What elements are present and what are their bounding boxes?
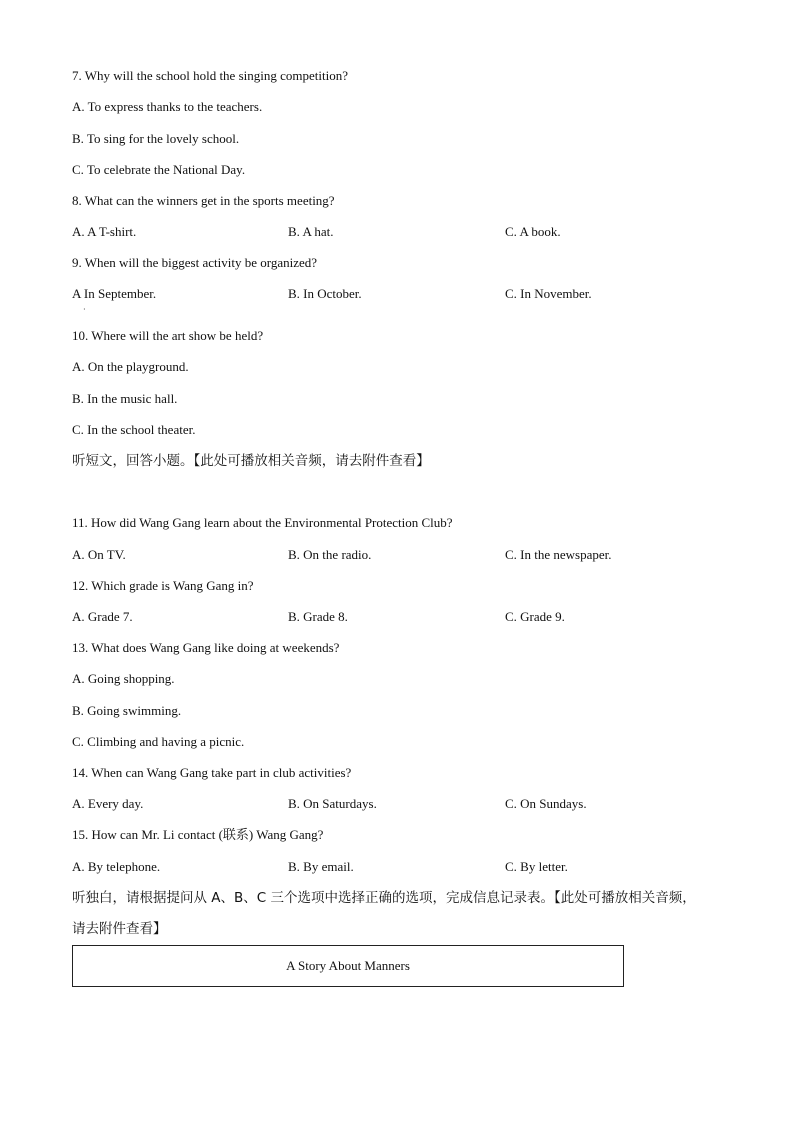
q7-option-c: C. To celebrate the National Day. [72, 162, 246, 177]
q13-option-c: C. Climbing and having a picnic. [72, 734, 245, 749]
q15-option-a: A. By telephone. [72, 859, 161, 874]
q14-option-c: C. On Sundays. [505, 796, 587, 811]
q10-option-b: B. In the music hall. [72, 391, 178, 406]
question-8: 8. What can the winners get in the sports meeting? [72, 193, 335, 208]
info-record-table [72, 945, 624, 987]
stray-dot-mark: · [83, 305, 86, 314]
q11-option-c: C. In the newspaper. [505, 547, 612, 562]
q8-option-b: B. A hat. [288, 224, 334, 239]
question-13: 13. What does Wang Gang like doing at weekends? [72, 640, 340, 655]
q10-option-a: A. On the playground. [72, 359, 189, 374]
section-instruction-line-2: 请去附件查看】 [72, 921, 167, 937]
q12-option-c: C. Grade 9. [505, 609, 565, 624]
section-instruction: 听短文，回答小题。【此处可播放相关音频，请去附件查看】 [72, 453, 430, 469]
q7-option-b: B. To sing for the lovely school. [72, 131, 240, 146]
question-14: 14. When can Wang Gang take part in club activities? [72, 765, 352, 780]
q14-option-a: A. Every day. [72, 796, 144, 811]
q13-option-b: B. Going swimming. [72, 703, 182, 718]
question-11: 11. How did Wang Gang learn about the Environmental Protection Club? [72, 515, 453, 530]
q9-option-c: C. In November. [505, 286, 592, 301]
table-title: A Story About Manners [286, 958, 410, 973]
q11-option-a: A. On TV. [72, 547, 126, 562]
q8-option-a: A. A T-shirt. [72, 224, 137, 239]
question-12: 12. Which grade is Wang Gang in? [72, 578, 254, 593]
question-10: 10. Where will the art show be held? [72, 328, 264, 343]
q13-option-a: A. Going shopping. [72, 671, 175, 686]
section-instruction-line-1: 听独白，请根据提问从 A、B、C 三个选项中选择正确的选项，完成信息记录表。【此处可播放相关音频， [72, 890, 696, 906]
q7-option-a: A. To express thanks to the teachers. [72, 99, 263, 114]
q11-option-b: B. On the radio. [288, 547, 372, 562]
q10-option-c: C. In the school theater. [72, 422, 196, 437]
q9-option-a: A In September. [72, 286, 157, 301]
q12-option-b: B. Grade 8. [288, 609, 348, 624]
q15-option-b: B. By email. [288, 859, 354, 874]
question-7: 7. Why will the school hold the singing competition? [72, 68, 348, 83]
q8-option-c: C. A book. [505, 224, 561, 239]
q14-option-b: B. On Saturdays. [288, 796, 377, 811]
q15-option-c: C. By letter. [505, 859, 568, 874]
question-9: 9. When will the biggest activity be organized? [72, 255, 318, 270]
q12-option-a: A. Grade 7. [72, 609, 133, 624]
question-15: 15. How can Mr. Li contact (联系) Wang Gang? [72, 827, 324, 842]
q9-option-b: B. In October. [288, 286, 362, 301]
